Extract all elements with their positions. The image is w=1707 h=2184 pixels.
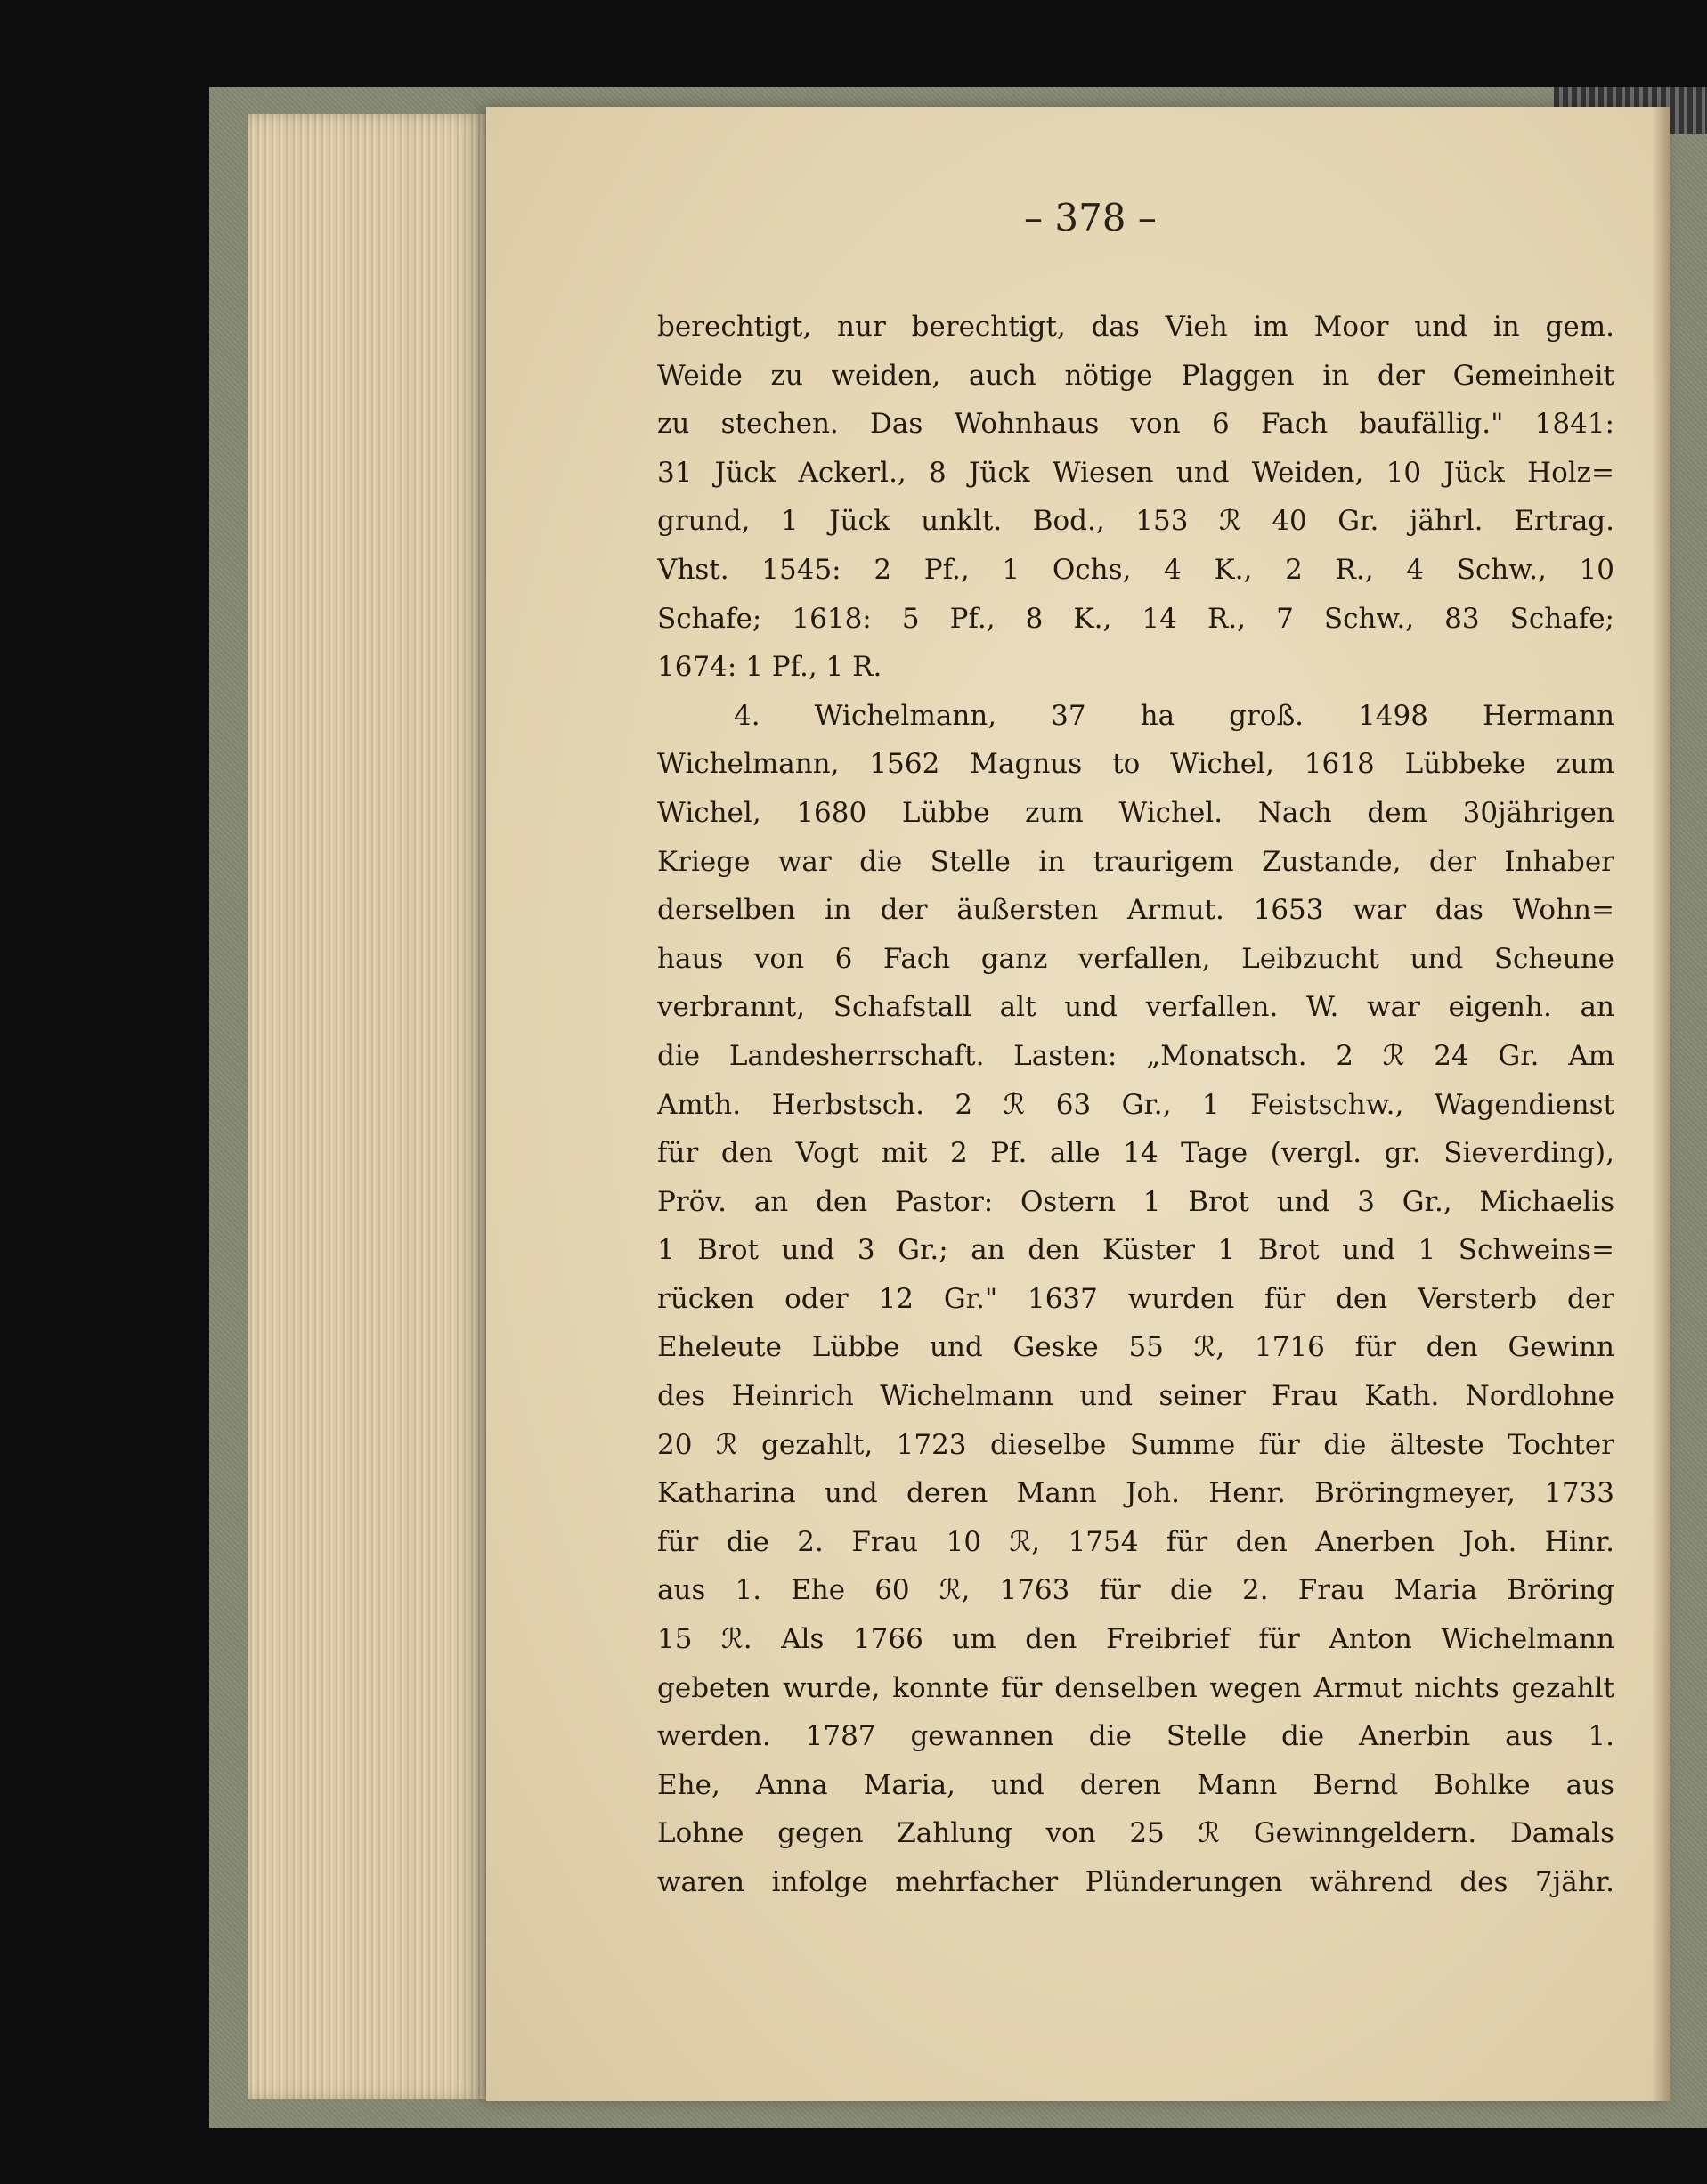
text-line: für die 2. Frau 10 ℛ, 1754 für den Anerben Joh. Hinr. <box>657 1525 1614 1558</box>
text-line: waren infolge mehrfacher Plünderungen während des 7jähr. <box>657 1866 1614 1898</box>
text-line: Katharina und deren Mann Joh. Henr. Bröringmeyer, 1733 <box>657 1477 1614 1510</box>
text-line: die Landesherrschaft. Lasten: „Monatsch. 2 ℛ 24 Gr. Am <box>657 1039 1614 1072</box>
text-line: rücken oder 12 Gr." 1637 wurden für den Versterb der <box>657 1282 1614 1315</box>
text-line: zu stechen. Das Wohnhaus von 6 Fach baufällig." 1841: <box>657 408 1614 441</box>
text-line: 1 Brot und 3 Gr.; an den Küster 1 Brot und 1 Schweins= <box>657 1234 1614 1267</box>
text-line: werden. 1787 gewannen die Stelle die Anerbin aus 1. <box>657 1720 1614 1753</box>
text-line: Eheleute Lübbe und Geske 55 ℛ, 1716 für den Gewinn <box>657 1331 1614 1364</box>
text-line: Wichelmann, 1562 Magnus to Wichel, 1618 Lübbeke zum <box>657 748 1614 781</box>
text-line: berechtigt, nur berechtigt, das Vieh im Moor und in gem. <box>657 311 1614 343</box>
body-text <box>657 303 1614 1907</box>
text-line: Vhst. 1545: 2 Pf., 1 Ochs, 4 K., 2 R., 4 Schw., 10 <box>657 553 1614 586</box>
text-line: haus von 6 Fach ganz verfallen, Leibzucht und Scheune <box>657 942 1614 975</box>
text-line: gebeten wurde, konnte für denselben wegen Armut nichts gezahlt <box>657 1671 1614 1704</box>
text-line: aus 1. Ehe 60 ℛ, 1763 für die 2. Frau Maria Bröring <box>657 1574 1614 1607</box>
text-line: Amth. Herbstsch. 2 ℛ 63 Gr., 1 Feistschw., Wagendienst <box>657 1088 1614 1121</box>
text-line: Ehe, Anna Maria, und deren Mann Bernd Bohlke aus <box>657 1768 1614 1801</box>
text-line: 4. Wichelmann, 37 ha groß. 1498 Hermann <box>734 699 1614 732</box>
text-line: des Heinrich Wichelmann und seiner Frau Kath. Nordlohne <box>657 1380 1614 1413</box>
text-line: verbrannt, Schafstall alt und verfallen. W. war eigenh. an <box>657 991 1614 1024</box>
text-line: 1674: 1 Pf., 1 R. <box>657 651 882 684</box>
text-line: Pröv. an den Pastor: Ostern 1 Brot und 3 Gr., Michaelis <box>657 1185 1614 1218</box>
text-line: Schafe; 1618: 5 Pf., 8 K., 14 R., 7 Schw., 83 Schafe; <box>657 602 1614 635</box>
text-line: derselben in der äußersten Armut. 1653 war das Wohn= <box>657 894 1614 927</box>
page-gutter-shadow <box>1652 107 1670 2101</box>
text-line: Kriege war die Stelle in traurigem Zustande, der Inhaber <box>657 845 1614 878</box>
text-line: 31 Jück Ackerl., 8 Jück Wiesen und Weiden, 10 Jück Holz= <box>657 456 1614 489</box>
text-line: Weide zu weiden, auch nötige Plaggen in der Gemeinheit <box>657 359 1614 392</box>
page-number: – 378 – <box>1024 196 1157 240</box>
text-line: grund, 1 Jück unklt. Bod., 153 ℛ 40 Gr. jährl. Ertrag. <box>657 505 1614 538</box>
text-line: 15 ℛ. Als 1766 um den Freibrief für Anton Wichelmann <box>657 1623 1614 1656</box>
page-edges <box>248 114 486 2099</box>
text-line: für den Vogt mit 2 Pf. alle 14 Tage (vergl. gr. Sieverding), <box>657 1137 1614 1170</box>
text-line: 20 ℛ gezahlt, 1723 dieselbe Summe für die älteste Tochter <box>657 1428 1614 1461</box>
text-line: Wichel, 1680 Lübbe zum Wichel. Nach dem 30jährigen <box>657 796 1614 829</box>
text-line: Lohne gegen Zahlung von 25 ℛ Gewinngeldern. Damals <box>657 1817 1614 1850</box>
